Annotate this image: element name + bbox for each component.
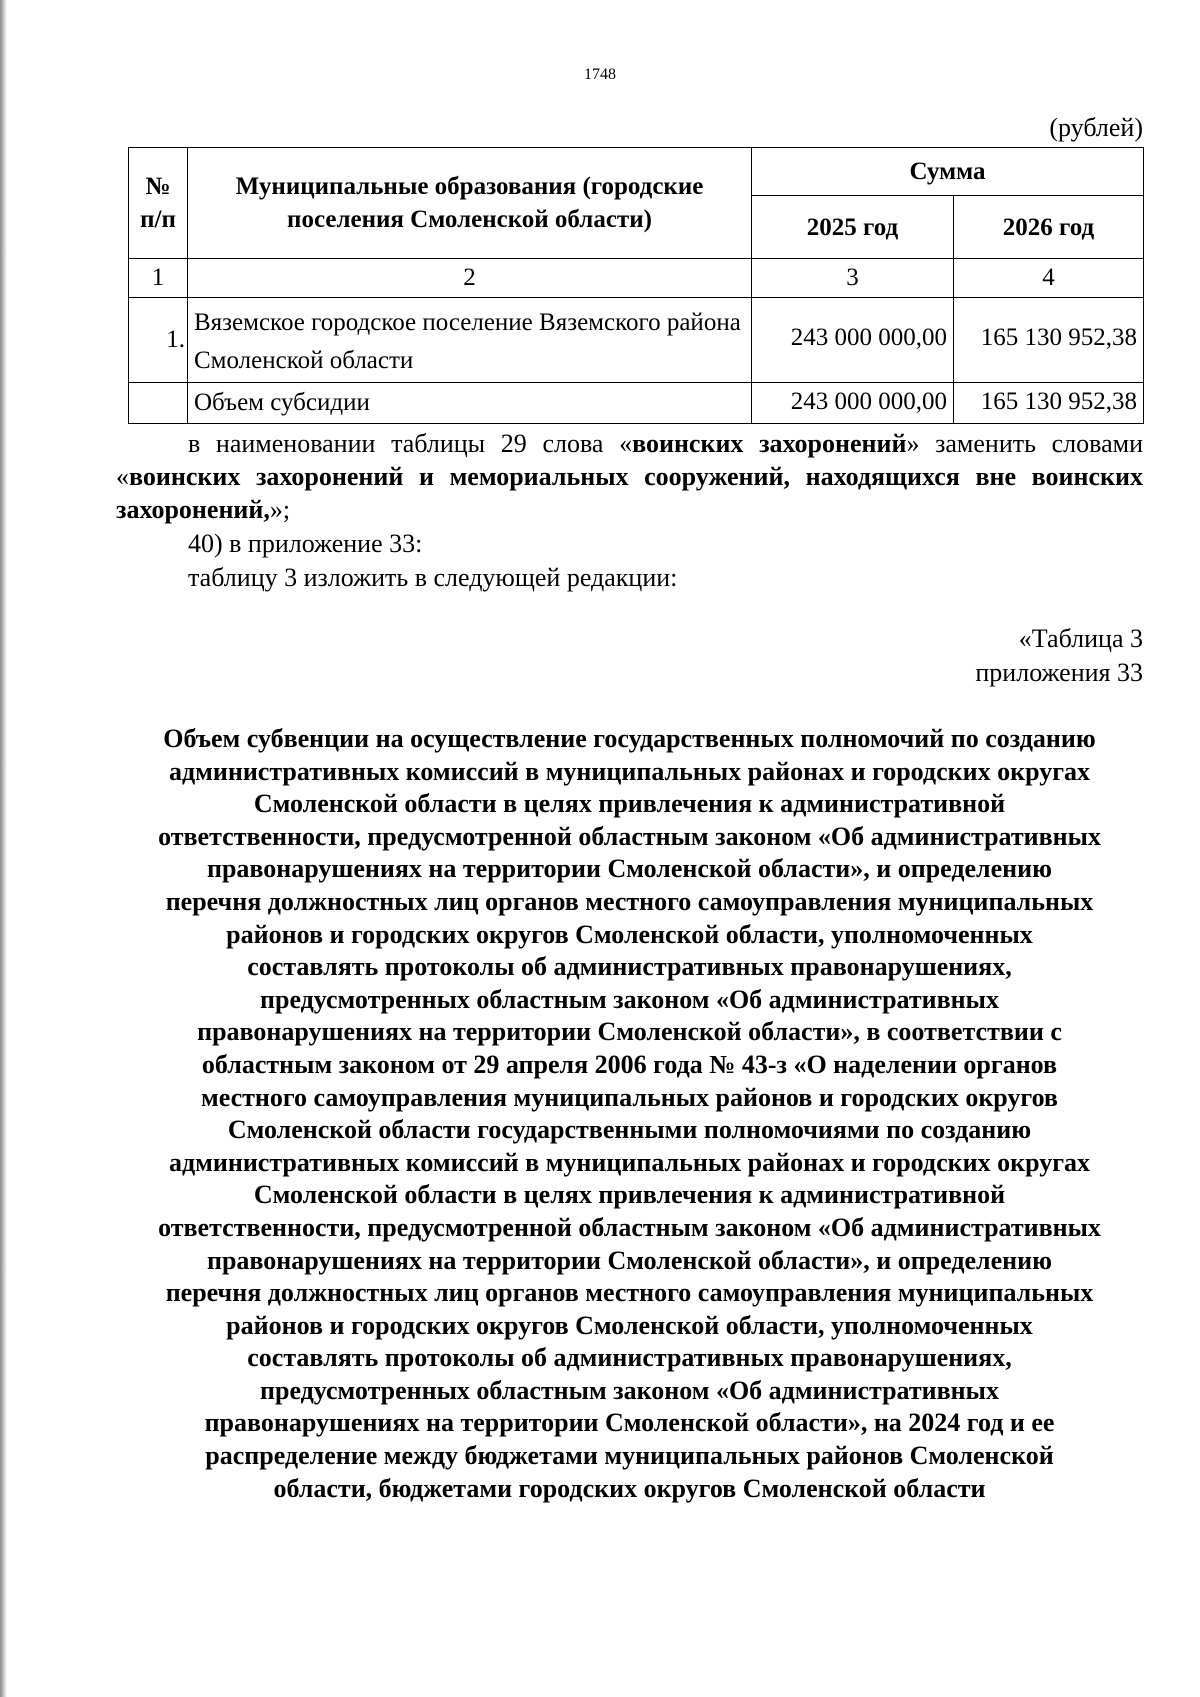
column-number: 4 (954, 259, 1144, 298)
title-line: Смоленской области государственными полномочиями по созданию (227, 1115, 1032, 1145)
title-line: предусмотренных областным законом «Об административных (260, 1375, 999, 1405)
row-amount-2026: 165 130 952,38 (954, 298, 1144, 383)
header-num: № п/п (129, 148, 188, 259)
item-40-paragraph: 40) в приложение 33: (188, 529, 423, 558)
title-line: местного самоуправления муниципальных районов и городских округов (201, 1082, 1058, 1112)
title-line: правонарушениях на территории Смоленской области», и определению (206, 854, 1053, 884)
total-row (129, 383, 1144, 424)
title-line: Смоленской области в целях привлечения к административной (253, 1180, 1006, 1210)
column-number: 3 (752, 259, 954, 298)
total-amount-2025: 243 000 000,00 (752, 383, 954, 424)
title-line: районов и городских округов Смоленской области, уполномоченных (226, 919, 1033, 949)
header-year-2025: 2025 год (752, 196, 954, 259)
title-line: ответственности, предусмотренной областным законом «Об административных (158, 821, 1101, 851)
column-number-row (129, 259, 1144, 298)
bold-text: воинских захоронений и мемориальных сооружений, находящихся вне воинских захоронений, (116, 462, 1143, 524)
title-line: ответственности, предусмотренной областным законом «Об административных (158, 1212, 1101, 1242)
title-line: административных комиссий в муниципальных районах и городских округах (169, 1147, 1090, 1177)
row-num: 1. (129, 298, 188, 383)
table-reference (975, 622, 1143, 690)
title-line: правонарушениях на территории Смоленской области», на 2024 год и ее (204, 1408, 1055, 1438)
amendment-paragraph (116, 427, 1143, 526)
title-line: предусмотренных областным законом «Об административных (260, 984, 999, 1014)
header-sum: Сумма (752, 148, 1144, 196)
bold-text: воинских захоронений (632, 429, 907, 458)
title-line: составлять протоколы об административных правонарушениях, (247, 952, 1012, 982)
title-line: правонарушениях на территории Смоленской области», в соответствии с (197, 1017, 1062, 1047)
total-amount-2026: 165 130 952,38 (954, 383, 1144, 424)
title-line: правонарушениях на территории Смоленской области», и определению (206, 1245, 1053, 1275)
text-span: »; (269, 495, 291, 524)
title-line: Объем субвенции на осуществление государственных полномочий по созданию (163, 724, 1096, 753)
table-row (129, 298, 1144, 383)
title-line: распределение между бюджетами муниципальных районов Смоленской (205, 1441, 1054, 1471)
page-number: 1748 (584, 66, 616, 83)
section-title (116, 723, 1143, 1505)
title-line: областным законом от 29 апреля 2006 года № 43-з «О наделении органов (201, 1049, 1058, 1079)
table-reference-line: «Таблица 3 (1018, 624, 1143, 653)
text-span: в наименовании таблицы 29 слова « (188, 429, 633, 458)
header-year-2026: 2026 год (954, 196, 1144, 259)
title-line: составлять протоколы об административных правонарушениях, (247, 1343, 1012, 1373)
scan-edge (0, 0, 7, 1697)
table-reference-line: приложения 33 (975, 658, 1143, 687)
row-amount-2025: 243 000 000,00 (752, 298, 954, 383)
instruction-paragraph: таблицу 3 изложить в следующей редакции: (188, 563, 678, 592)
title-line: административных комиссий в муниципальных районах и городских округах (169, 756, 1090, 786)
title-line: Смоленской области в целях привлечения к административной (253, 789, 1006, 819)
text-span: » заменить словами « (116, 429, 1143, 491)
column-number: 1 (129, 259, 188, 298)
total-num-empty (129, 383, 188, 424)
total-label: Объем субсидии (188, 383, 752, 424)
column-number: 2 (188, 259, 752, 298)
title-line: районов и городских округов Смоленской области, уполномоченных (226, 1310, 1033, 1340)
title-line: перечня должностных лиц органов местного самоуправления муниципальных (165, 1278, 1094, 1308)
unit-note: (рублей) (1049, 113, 1143, 142)
header-municipal: Муниципальные образования (городские поселения Смоленской области) (188, 148, 752, 259)
subsidy-table (128, 147, 1144, 424)
title-line: области, бюджетами городских округов Смоленской области (273, 1473, 986, 1503)
row-municipality: Вяземское городское поселение Вяземского района Смоленской области (188, 298, 752, 383)
title-line: перечня должностных лиц органов местного самоуправления муниципальных (165, 886, 1094, 916)
